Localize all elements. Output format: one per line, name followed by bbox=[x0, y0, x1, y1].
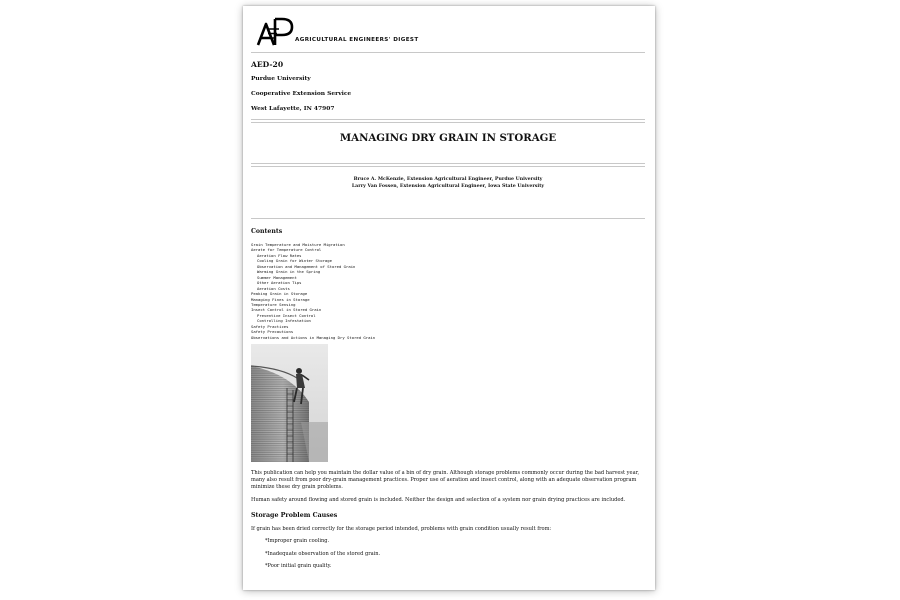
publication-location: West Lafayette, IN 47907 bbox=[251, 105, 335, 112]
cause-bullet: *Improper grain cooling. bbox=[265, 538, 330, 545]
toc-item: Safety Practices bbox=[251, 323, 289, 329]
toc-item: Cooling Grain for Winter Storage bbox=[257, 258, 332, 264]
title-top-divider bbox=[251, 119, 645, 123]
section-heading: Storage Problem Causes bbox=[251, 511, 338, 519]
toc-item: Preventive Insect Control bbox=[257, 312, 316, 318]
toc-item: Observations and Actions in Managing Dry Stored Grain bbox=[251, 334, 376, 340]
document-title: MANAGING DRY GRAIN IN STORAGE bbox=[339, 132, 557, 144]
contents-heading: Contents bbox=[251, 228, 283, 235]
publication-service: Cooperative Extension Service bbox=[251, 90, 352, 97]
header-divider bbox=[251, 52, 645, 53]
author-list bbox=[251, 176, 645, 218]
cause-bullet: *Poor initial grain quality. bbox=[265, 563, 332, 570]
toc-item: Observation and Management of Stored Grain bbox=[257, 263, 356, 269]
toc-item: Safety Precautions bbox=[251, 329, 294, 335]
toc-item: Aerate for Temperature Control bbox=[251, 247, 322, 253]
document-page bbox=[243, 6, 655, 590]
authors-divider bbox=[251, 218, 645, 219]
toc-item: Summer Management bbox=[257, 274, 297, 280]
toc-item: Temperature Sensing bbox=[251, 301, 296, 307]
digest-logo bbox=[251, 6, 645, 52]
cause-bullet: *Inadequate observation of the stored grain. bbox=[265, 550, 381, 557]
intro-paragraph: Human safety around flowing and stored grain is included. Neither the design and selection of a system nor grain drying practices are included. bbox=[251, 497, 626, 504]
author-line: Larry Van Fossen, Extension Agricultural Engineer, Iowa State University bbox=[351, 184, 545, 189]
toc-item: Other Aeration Tips bbox=[257, 280, 302, 286]
table-of-contents bbox=[251, 242, 645, 340]
toc-item: Controlling Infestation bbox=[257, 318, 311, 324]
grain-bin-photo bbox=[251, 344, 328, 462]
section-lead: If grain has been dried correctly for the storage period intended, problems with grain condition usually result from: bbox=[251, 525, 552, 532]
title-bottom-divider bbox=[251, 163, 645, 167]
publication-number: AED-20 bbox=[251, 60, 284, 69]
toc-item: Insect Control in Stored Grain bbox=[251, 307, 322, 313]
toc-item: Warming Grain in the Spring bbox=[257, 269, 321, 275]
author-line: Bruce A. McKenzie, Extension Agricultural Engineer, Purdue University bbox=[353, 177, 543, 182]
digest-name: AGRICULTURAL ENGINEERS' DIGEST bbox=[295, 37, 419, 43]
toc-item: Managing Fines in Storage bbox=[251, 296, 310, 302]
toc-item: Grain Temperature and Moisture Migration bbox=[251, 242, 345, 247]
aed-logo-mark bbox=[255, 15, 295, 49]
intro-paragraph: This publication can help you maintain the dollar value of a bin of dry grain. Although storage problems commonly occur during the bad harvest year, many also result from poor dry-grain management practices. Proper use of aeration and insect control, along with an adequate observation program minimize these dry grain problems. bbox=[251, 470, 640, 491]
publication-university: Purdue University bbox=[251, 75, 311, 82]
toc-item: Aeration Flow Rates bbox=[257, 252, 302, 258]
toc-item: Aeration Costs bbox=[257, 285, 290, 291]
toc-item: Peaking Grain in Storage bbox=[251, 291, 308, 297]
document-content bbox=[251, 6, 645, 570]
